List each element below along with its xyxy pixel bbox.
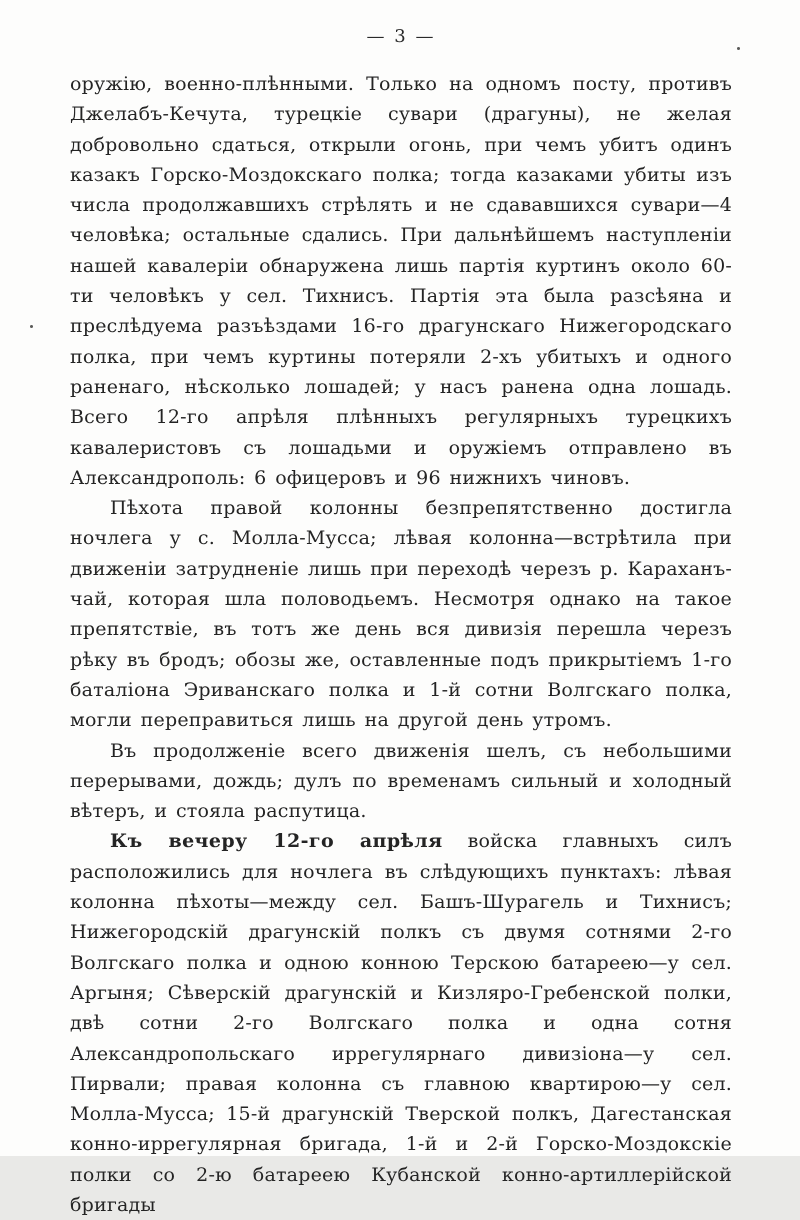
scan-speck [30,325,33,328]
paragraph [70,826,732,1220]
page-text [70,69,732,1220]
paragraph: Пѣхота правой колонны безпрепятственно достигла ночлега у с. Молла-Мусса; лѣвая колонна—встрѣтила при движеніи затрудненіе лишь при переходѣ черезъ р. Караханъ-чай, которая шла половодьемъ. Несмотря однако на такое препятствіе, въ тотъ же день вся дивизія перешла черезъ рѣку въ бродъ; обозы же, оставленные подъ прикрытіемъ 1-го баталіона Эриванскаго полка и 1-й сотни Волгскаго полка, могли переправиться лишь на другой день утромъ. [70,497,732,732]
paragraph-text: войска главныхъ силъ расположились для ночлега въ слѣдующихъ пунктахъ: лѣвая колонна пѣхоты—между сел. Башъ-Шурагель и Тихнисъ; Нижегородскій драгунскій полкъ съ двумя сотнями 2-го Волгскаго полка и одною конною Терскою батареею—у сел. Аргыня; Сѣверскій драгунскій и Кизляро-Гребенской полки, двѣ сотни 2-го Волгскаго полка и одна сотня Александропольскаго иррегулярнаго дивизіона—у сел. Пирвали; правая колонна съ главною квартирою—у сел. Молла-Мусса; 15-й драгунскій Тверской полкъ, Дагестанская конно-иррегулярная бригада, 1-й и 2-й Горско-Моздокскіе полки со 2-ю батареею Кубанской конно-артиллерійской бригады [70,830,732,1216]
paragraph: Въ продолженіе всего движенія шелъ, съ небольшими перерывами, дождь; дулъ по временамъ сильный и холодный вѣтеръ, и стояла распутица. [70,739,732,823]
paragraph-bold-lead: Къ вечеру 12-го апрѣля [110,830,443,853]
page-number: — 3 — [366,26,436,47]
scan-speck [737,47,740,50]
paragraph-continuation: оружію, военно-плѣнными. Только на одномъ посту, противъ Джелабъ-Кечута, турецкіе сувари (драгуны), не желая добровольно сдаться, открыли огонь, при чемъ убитъ одинъ казакъ Горско-Моздокскаго полка; тогда казаками убиты изъ числа продолжавшихъ стрѣлять и не сдававшихся сувари—4 человѣка; остальные сдались. При дальнѣйшемъ наступленіи нашей кавалеріи обнаружена лишь партія куртинъ около 60-ти человѣкъ у сел. Тихнисъ. Партія эта была разсѣяна и преслѣдуема разъѣздами 16-го драгунскаго Нижегородскаго полка, при чемъ куртины потеряли 2-хъ убитыхъ и одного раненаго, нѣсколько лошадей; у насъ ранена одна лошадь. Всего 12-го апрѣля плѣнныхъ регулярныхъ турецкихъ кавалеристовъ съ лошадьми и оружіемъ отправлено въ Александрополь: 6 офицеровъ и 96 нижнихъ чиновъ. [70,73,732,489]
